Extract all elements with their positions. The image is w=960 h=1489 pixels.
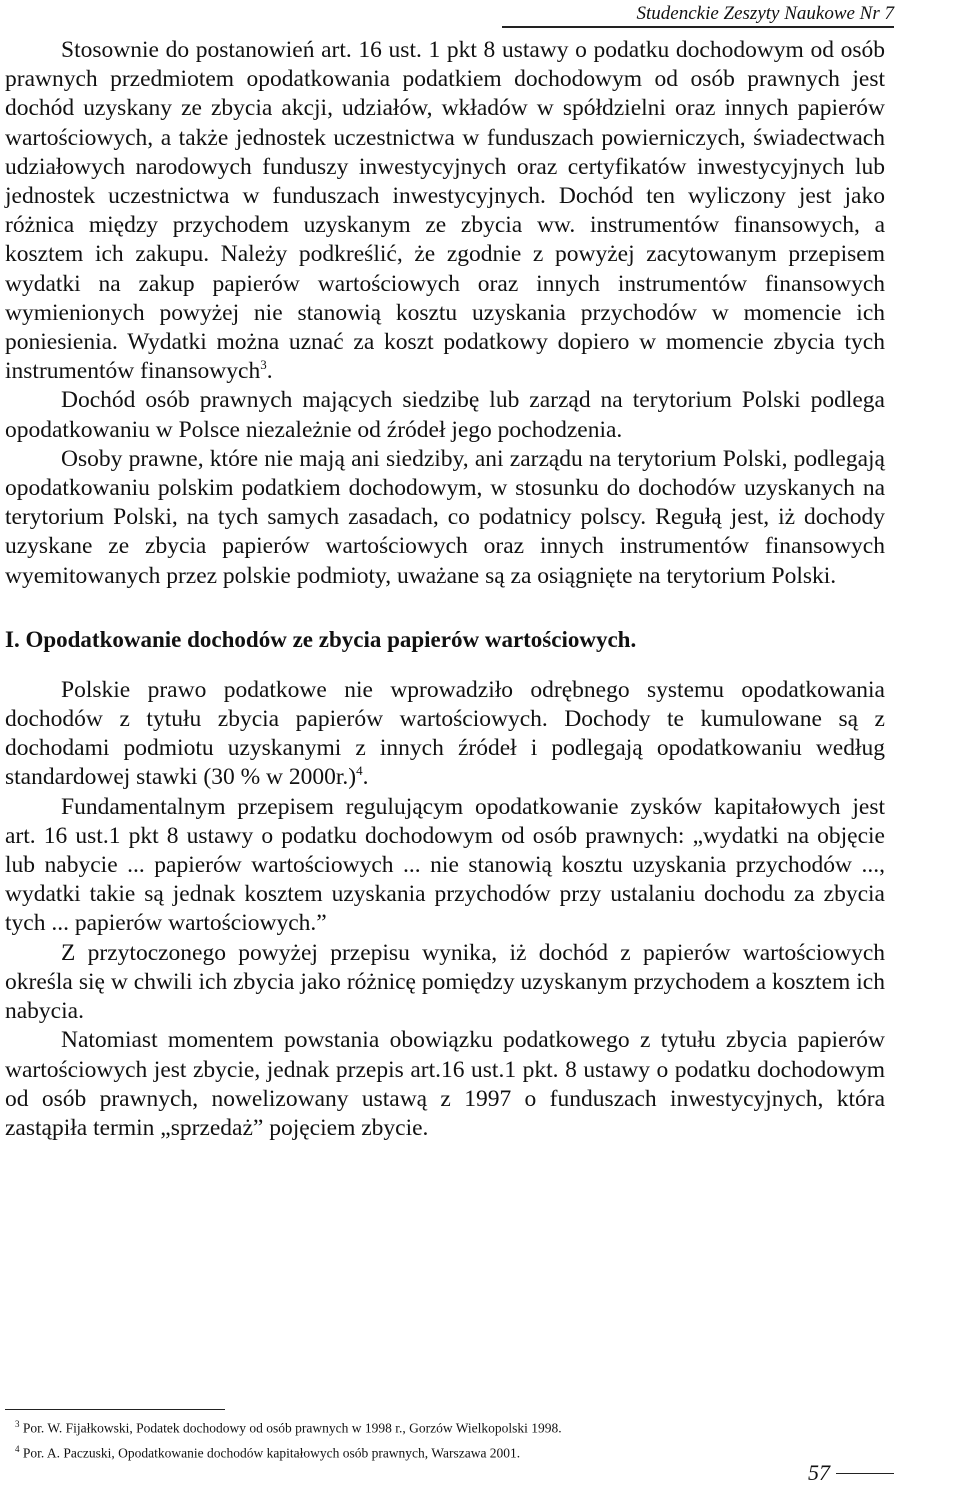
section-heading: I. Opodatkowanie dochodów ze zbycia papierów wartościowych. xyxy=(5,626,637,652)
footnote: $^4$ Por. A. Paczuski, Opodatkowanie dochodów kapitałowych osób prawnych, Warszawa 2001. xyxy=(15,1443,521,1460)
journal-title: Studenckie Zeszyty Naukowe Nr 7 xyxy=(636,3,894,24)
footnote-ref: 3 xyxy=(260,357,267,373)
paragraph: Stosownie do postanowień art. 16 ust. 1 pkt 8 ustawy o podatku dochodowym od osób prawnych przedmiotem opodatkowania podatkiem dochodowym od osób prawnych jest dochód uzyskany ze zbycia akcji, udziałów, wkładów w spółdzielni oraz innych papierów wartościowych, a także jednostek uczestnictwa w funduszach powierniczych, świadectwach udziałowych narodowych funduszy inwestycyjnych oraz certyfikatów inwestycyjnych lub jednostek uczestnictwa w funduszach inwestycyjnych. Dochód ten wyliczony jest jako różnica między przychodem uzyskanym ze zbycia ww. instrumentów finansowych, a kosztem ich zakupu. Należy podkreślić, że zgodnie z powyżej zacytowanym przepisem wydatki na zakup papierów wartościowych oraz innych instrumentów finansowych wymienionych powyżej nie stanowią kosztu uzyskania przychodów w momencie ich poniesienia. Wydatki można uznać za koszt podatkowy dopiero w momencie zbycia tych instrumentów finansowych$^3$. xyxy=(5,37,885,385)
paragraph: Fundamentalnym przepisem regulującym opodatkowanie zysków kapitałowych jest art. 16 ust.1 pkt 8 ustawy o podatku dochodowym od osób prawnych: „wydatki na objęcie lub nabycie ... papierów wartościowych ... nie stanowią kosztu uzyskania przychodów ..., wydatki takie są jednak kosztem uzyskania przychodów przy ustalaniu dochodu za zbycia tych ... papierów wartościowych.” xyxy=(5,793,885,937)
paragraph: Z przytoczonego powyżej przepisu wynika, iż dochód z papierów wartościowych określa się w chwili ich zbycia jako różnicę pomiędzy uzyskanym przychodem a kosztem ich nabycia. xyxy=(5,939,885,1025)
paragraph: Natomiast momentem powstania obowiązku podatkowego z tytułu zbycia papierów wartościowych jest zbycie, jednak przepis art.16 ust.1 pkt. 8 ustawy o podatku dochodowym od osób prawnych, nowelizowany ustawą z 1997 o funduszach inwestycyjnych, która zastąpiła termin „sprzedaż” pojęciem zbycie. xyxy=(5,1027,885,1141)
running-header xyxy=(502,2,894,28)
main-text xyxy=(5,36,885,1143)
footnote-ref: 4 xyxy=(356,763,363,779)
footnotes xyxy=(5,1409,885,1463)
paragraph: Dochód osób prawnych mających siedzibę lub zarząd na terytorium Polski podlega opodatkowaniu w Polsce niezależnie od źródeł jego pochodzenia. xyxy=(5,387,885,443)
footnote-rule xyxy=(5,1409,225,1410)
page-number: 57 xyxy=(808,1460,894,1486)
paragraph: Osoby prawne, które nie mają ani siedziby, ani zarządu na terytorium Polski, podlegają opodatkowaniu polskim podatkiem dochodowym, w stosunku do dochodów uzyskanych na terytorium Polski, na tych samych zasadach, co podatnicy polscy. Regułą jest, iż dochody uzyskane ze zbycia papierów wartościowych oraz innych instrumentów finansowych wyemitowanych przez polskie podmioty, uważane są za osiągnięte na terytorium Polski. xyxy=(5,445,885,589)
page-number-rule xyxy=(836,1473,894,1474)
footnote: $^3$ Por. W. Fijałkowski, Podatek dochodowy od osób prawnych w 1998 r., Gorzów Wielkopolski 1998. xyxy=(15,1419,562,1436)
paragraph: Polskie prawo podatkowe nie wprowadziło odrębnego systemu opodatkowania dochodów z tytułu zbycia papierów wartościowych. Dochody te kumulowane są z dochodami podmiotu uzyskanymi z innych źródeł i podlegają opodatkowaniu według standardowej stawki (30 % w 2000r.)$^4$. xyxy=(5,676,885,791)
